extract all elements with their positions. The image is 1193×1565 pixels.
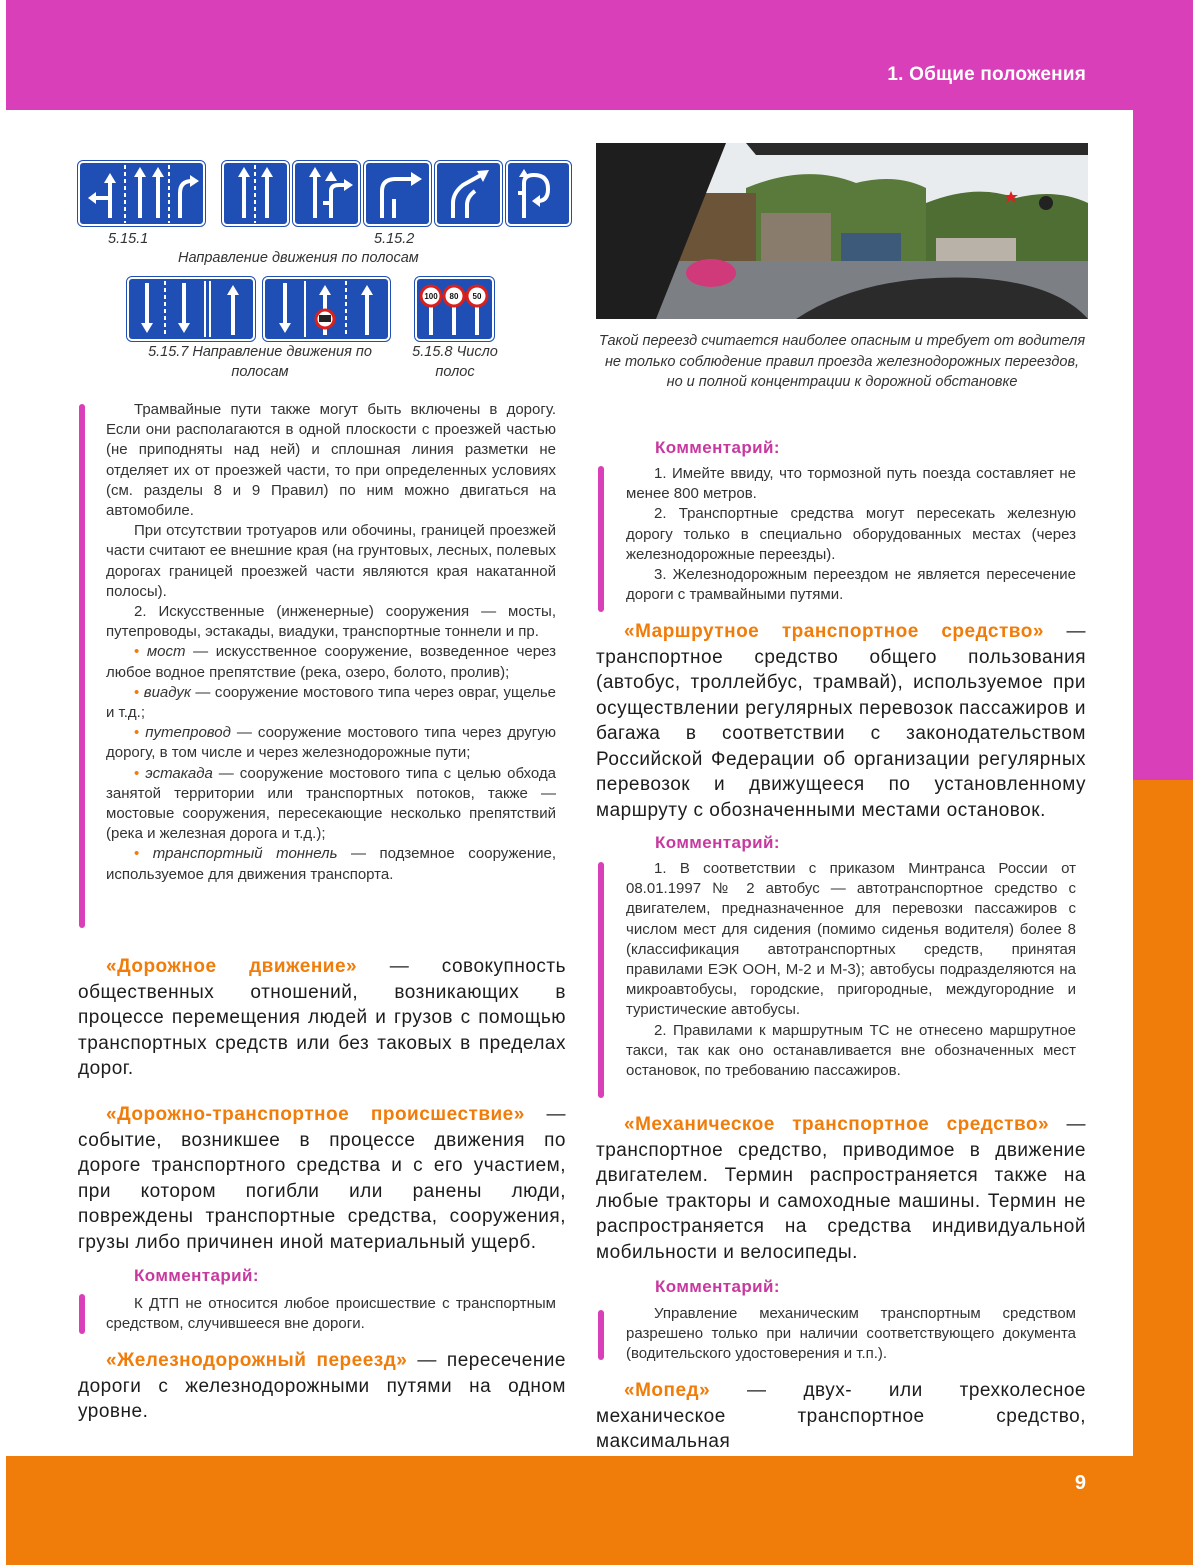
comment-title: Комментарий: [655, 1277, 780, 1296]
photo-caption: Такой переезд считается наиболее опасным и требует от водителя не только соблюдение правил проезда железнодорожных переездов, но и полной концентрации к дорожной обстановке [598, 333, 1086, 390]
sign-5-15-2-d [435, 161, 502, 226]
sign-5-15-8 [415, 277, 494, 341]
list-item: • мост — искусственное сооружение, возведенное через любое водное препятствие (река, озеро, болото, пролив); [106, 643, 556, 681]
paragraph: Трамвайные пути также могут быть включены в дорогу. Если они располагаются в одной плоскости с проезжей частью (не приподняты над ней) и сплошная линия разметки не отделяет их от проезжей части, то при определенных условиях (см. разделы 8 и 9 Правил) по ним можно двигаться на автомобиле. [106, 401, 556, 520]
comment-title: Комментарий: [134, 1266, 259, 1285]
comment-text: 1. В соответствии с приказом Минтранса России от 08.01.1997 № 2 автобус — автотранспортное средство с двигателем, предназначенное для перевозки пассажиров с числом мест для сидения (помимо сиденья водителя) более 8 (классификация автотранспортных средств, принятая правилами ЕЭК ООН, М-2 и М-3); автобусы подразделяются на микроавтобусы, городские, пригородные, междугородние и туристические автобусы. 2. Правилами к маршрутным ТС не отнесено маршрутное такси, так как оно останавливается вне обозначенных мест остановок, по требованию пассажиров. [626, 860, 1076, 1080]
lane-arrows-icon [80, 163, 203, 224]
definition-mech-vehicle: «Механическое транспортное средство» — транспортное средство, приводимое в движение двигателем. Термин распространяется также на любые тракторы и самоходные машины. Термин не распространяется на средства индивидуальной мобильности и велосипеды. [596, 1114, 1086, 1263]
railway-crossing-photo [596, 143, 1088, 319]
definition-traffic: «Дорожное движение» — совокупность общественных отношений, возникающих в процессе перемещения людей и грузов с помощью транспортных средств или без таковых в пределах дорог. [78, 956, 566, 1079]
comment-title: Комментарий: [655, 438, 780, 457]
caption-5-15-1: 5.15.1 [108, 231, 149, 247]
comment-bar [598, 1310, 604, 1360]
paragraph: При отсутствии тротуаров или обочины, границей проезжей части считают ее внешние края (на грунтовых, лесных, полевых дорогах границей проезжей части являются края накатанной полосы). [106, 522, 556, 600]
tram-block [106, 400, 556, 885]
lane-arrows-icon [366, 163, 429, 224]
caption-5-15-2: 5.15.2 [374, 231, 415, 247]
sign-5-15-2-e [506, 161, 571, 226]
sign-5-15-7-a [127, 277, 255, 341]
speed-limit-1: 100 [424, 292, 438, 301]
sign-5-15-1 [78, 161, 205, 226]
speed-limit-2: 80 [449, 292, 459, 301]
comment-text: 1. Имейте ввиду, что тормозной путь поезда составляет не менее 800 метров. 2. Транспортные средства могут пересекать железную дорогу только в специально оборудованных местах (через железнодорожные переезды). 3. Железнодорожным переездом не является пересечение дороги с трамвайными путями. [626, 465, 1076, 604]
sign-5-15-2-c [364, 161, 431, 226]
paragraph: 2. Искусственные (инженерные) сооружения — мосты, путепроводы, эстакады, виадуки, транспортные тоннели и пр. [106, 603, 556, 641]
caption-5-15-7: 5.15.7 Направление движения по полосам [148, 344, 372, 380]
caption-5-15-8: 5.15.8 Число полос [412, 344, 498, 380]
comment-bar [598, 466, 604, 612]
caption-lanes: Направление движения по полосам [178, 250, 419, 266]
list-item: • виадук — сооружение мостового типа через овраг, ущелье и т.д.; [106, 683, 556, 722]
sign-5-15-2-b [293, 161, 360, 226]
sign-5-15-7-b [263, 277, 390, 341]
definition-accident: «Дорожно-транспортное происшествие» — событие, возникшее в процессе движения по дороге транспортного средства и с его участием, при котором погибли или ранены люди, повреждены транспортные средства, сооружения, грузы либо причинен иной материальный ущерб. [78, 1104, 566, 1253]
side-band-orange [1133, 780, 1193, 1565]
page-number: 9 [1074, 1472, 1086, 1494]
footer-band [6, 1456, 1193, 1565]
lane-arrows-icon [295, 163, 358, 224]
list-item: • эстакада — сооружение мостового типа с целью обхода занятой территории или транспортных потоков, также — мостовые сооружения, пересекающие несколько препятствий (река и железная дорога и т.д.); [106, 764, 557, 843]
comment-title: Комментарий: [655, 833, 780, 852]
comment-bar [79, 404, 85, 928]
u-turn-arrow-icon [508, 163, 569, 224]
definition-route-vehicle: «Маршрутное транспортное средство» — транспортное средство общего пользования (автобус, троллейбус, трамвай), используемое при осуществлении регулярных перевозок пассажиров и багажа в соответствии с законодательством Российской Федерации об организации регулярных перевозок и движущееся по установленному маршруту с обозначенными местами остановок. [596, 621, 1086, 821]
section-title: 1. Общие положения [887, 64, 1086, 85]
header-band [6, 0, 1193, 110]
list-item: • путепровод — сооружение мостового типа через другую дорогу, в том числе и через железнодорожные пути; [106, 724, 556, 762]
railway-crossing-image [596, 143, 1088, 319]
lane-arrows-icon [224, 163, 287, 224]
sign-5-15-2-a [222, 161, 289, 226]
comment-text: К ДТП не относится любое происшествие с транспортным средством, случившееся вне дороги. [106, 1295, 556, 1333]
list-item: • транспортный тоннель — подземное сооружение, используемое для движения транспорта. [106, 845, 556, 883]
speed-limit-3: 50 [472, 292, 482, 301]
lane-arrows-icon [129, 279, 253, 339]
definition-moped: «Мопед» — двух- или трехколесное механическое транспортное средство, максимальная [596, 1380, 1086, 1452]
lane-arrows-icon [265, 279, 388, 339]
comment-text: Управление механическим транспортным средством разрешено только при наличии соответствующего документа (водительского удостоверения и т.п.). [626, 1305, 1076, 1363]
definition-crossing: «Железнодорожный переезд» — пересечение дороги с железнодорожными путями на одном уровне. [78, 1350, 566, 1422]
lane-count-icon [417, 279, 492, 339]
comment-bar [79, 1294, 85, 1334]
side-band-pink [1133, 0, 1193, 780]
lane-arrows-icon [437, 163, 500, 224]
comment-bar [598, 862, 604, 1098]
